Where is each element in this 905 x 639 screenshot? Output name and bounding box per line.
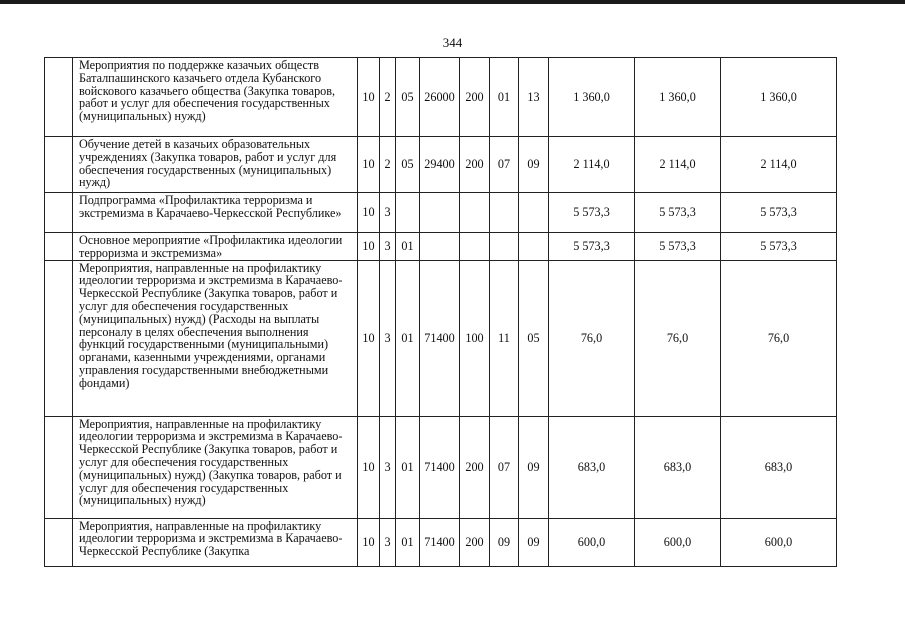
code-cell-c2: 3	[380, 193, 396, 233]
code-cell-c6: 09	[490, 518, 519, 566]
amount-cell-v3: 5 573,3	[721, 193, 837, 233]
code-cell-c5: 200	[460, 58, 490, 137]
code-cell-c3: 01	[396, 260, 420, 416]
code-cell-c5: 100	[460, 260, 490, 416]
amount-cell-v1: 76,0	[549, 260, 635, 416]
row-name-cell: Основное мероприятие «Профилактика идеологии терроризма и экстремизма»	[73, 233, 358, 261]
code-cell-c6: 07	[490, 416, 519, 518]
code-cell-c2: 2	[380, 58, 396, 137]
table-row	[45, 137, 837, 193]
code-cell-c4: 71400	[420, 260, 460, 416]
code-cell-c7: 05	[519, 260, 549, 416]
code-cell-c5: 200	[460, 137, 490, 193]
row-blank-cell	[45, 416, 73, 518]
row-name-cell: Мероприятия, направленные на профилактику идеологии терроризма и экстремизма в Карачаево-Черкесской Республике (Закупка	[73, 518, 358, 566]
code-cell-c5	[460, 193, 490, 233]
row-blank-cell	[45, 58, 73, 137]
row-blank-cell	[45, 518, 73, 566]
code-cell-c4	[420, 193, 460, 233]
row-blank-cell	[45, 233, 73, 261]
code-cell-c7	[519, 193, 549, 233]
code-cell-c6: 07	[490, 137, 519, 193]
scan-top-border	[0, 0, 905, 4]
code-cell-c2: 3	[380, 233, 396, 261]
amount-cell-v1: 683,0	[549, 416, 635, 518]
code-cell-c1: 10	[358, 416, 380, 518]
code-cell-c2: 3	[380, 518, 396, 566]
code-cell-c2: 3	[380, 260, 396, 416]
code-cell-c4: 29400	[420, 137, 460, 193]
code-cell-c5: 200	[460, 416, 490, 518]
code-cell-c4: 26000	[420, 58, 460, 137]
budget-table	[44, 57, 837, 567]
code-cell-c1: 10	[358, 137, 380, 193]
code-cell-c7: 09	[519, 137, 549, 193]
amount-cell-v3: 1 360,0	[721, 58, 837, 137]
code-cell-c5: 200	[460, 518, 490, 566]
code-cell-c6: 01	[490, 58, 519, 137]
row-blank-cell	[45, 260, 73, 416]
code-cell-c7	[519, 233, 549, 261]
code-cell-c7: 09	[519, 518, 549, 566]
code-cell-c7: 13	[519, 58, 549, 137]
table-row	[45, 193, 837, 233]
table-row	[45, 58, 837, 137]
code-cell-c3: 05	[396, 137, 420, 193]
code-cell-c2: 2	[380, 137, 396, 193]
code-cell-c1: 10	[358, 58, 380, 137]
amount-cell-v3: 2 114,0	[721, 137, 837, 193]
row-name-cell: Мероприятия, направленные на профилактику идеологии терроризма и экстремизма в Карачаево-Черкесской Республике (Закупка товаров, работ и услуг для обеспечения государственных (муниципальных) нужд) (Расходы на выплаты персоналу в целях обеспечения выполнения функций государственными (муниципальными) органами, казенными учреждениями, органами управления государственными внебюджетными фондами)	[73, 260, 358, 416]
code-cell-c6	[490, 193, 519, 233]
amount-cell-v3: 683,0	[721, 416, 837, 518]
amount-cell-v3: 76,0	[721, 260, 837, 416]
table-row	[45, 233, 837, 261]
amount-cell-v1: 2 114,0	[549, 137, 635, 193]
code-cell-c4: 71400	[420, 518, 460, 566]
amount-cell-v2: 76,0	[635, 260, 721, 416]
amount-cell-v2: 683,0	[635, 416, 721, 518]
amount-cell-v1: 1 360,0	[549, 58, 635, 137]
code-cell-c6: 11	[490, 260, 519, 416]
amount-cell-v2: 1 360,0	[635, 58, 721, 137]
amount-cell-v1: 600,0	[549, 518, 635, 566]
code-cell-c3: 01	[396, 518, 420, 566]
code-cell-c4: 71400	[420, 416, 460, 518]
page-number: 344	[442, 35, 463, 50]
amount-cell-v1: 5 573,3	[549, 233, 635, 261]
row-blank-cell	[45, 137, 73, 193]
amount-cell-v2: 5 573,3	[635, 233, 721, 261]
amount-cell-v2: 2 114,0	[635, 137, 721, 193]
code-cell-c5	[460, 233, 490, 261]
amount-cell-v3: 5 573,3	[721, 233, 837, 261]
row-name-cell: Обучение детей в казачьих образовательных учреждениях (Закупка товаров, работ и услуг для обеспечения государственных (муниципальных) нужд)	[73, 137, 358, 193]
code-cell-c1: 10	[358, 233, 380, 261]
code-cell-c3	[396, 193, 420, 233]
table-row	[45, 416, 837, 518]
code-cell-c3: 05	[396, 58, 420, 137]
table-row	[45, 260, 837, 416]
code-cell-c4	[420, 233, 460, 261]
row-blank-cell	[45, 193, 73, 233]
table-row	[45, 518, 837, 566]
code-cell-c7: 09	[519, 416, 549, 518]
code-cell-c1: 10	[358, 518, 380, 566]
amount-cell-v1: 5 573,3	[549, 193, 635, 233]
amount-cell-v2: 600,0	[635, 518, 721, 566]
code-cell-c3: 01	[396, 416, 420, 518]
code-cell-c3: 01	[396, 233, 420, 261]
code-cell-c6	[490, 233, 519, 261]
amount-cell-v3: 600,0	[721, 518, 837, 566]
row-name-cell: Подпрограмма «Профилактика терроризма и экстремизма в Карачаево-Черкесской Республике»	[73, 193, 358, 233]
code-cell-c1: 10	[358, 260, 380, 416]
code-cell-c2: 3	[380, 416, 396, 518]
row-name-cell: Мероприятия по поддержке казачьих обществ Баталпашинского казачьего отдела Кубанского войскового казачьего общества (Закупка товаров, работ и услуг для обеспечения государственных (муниципальных) нужд)	[73, 58, 358, 137]
row-name-cell: Мероприятия, направленные на профилактику идеологии терроризма и экстремизма в Карачаево-Черкесской Республике (Закупка товаров, работ и услуг для обеспечения государственных (муниципальных) нужд) (Закупка товаров, работ и услуг для обеспечения государственных (муниципальных) нужд)	[73, 416, 358, 518]
code-cell-c1: 10	[358, 193, 380, 233]
amount-cell-v2: 5 573,3	[635, 193, 721, 233]
